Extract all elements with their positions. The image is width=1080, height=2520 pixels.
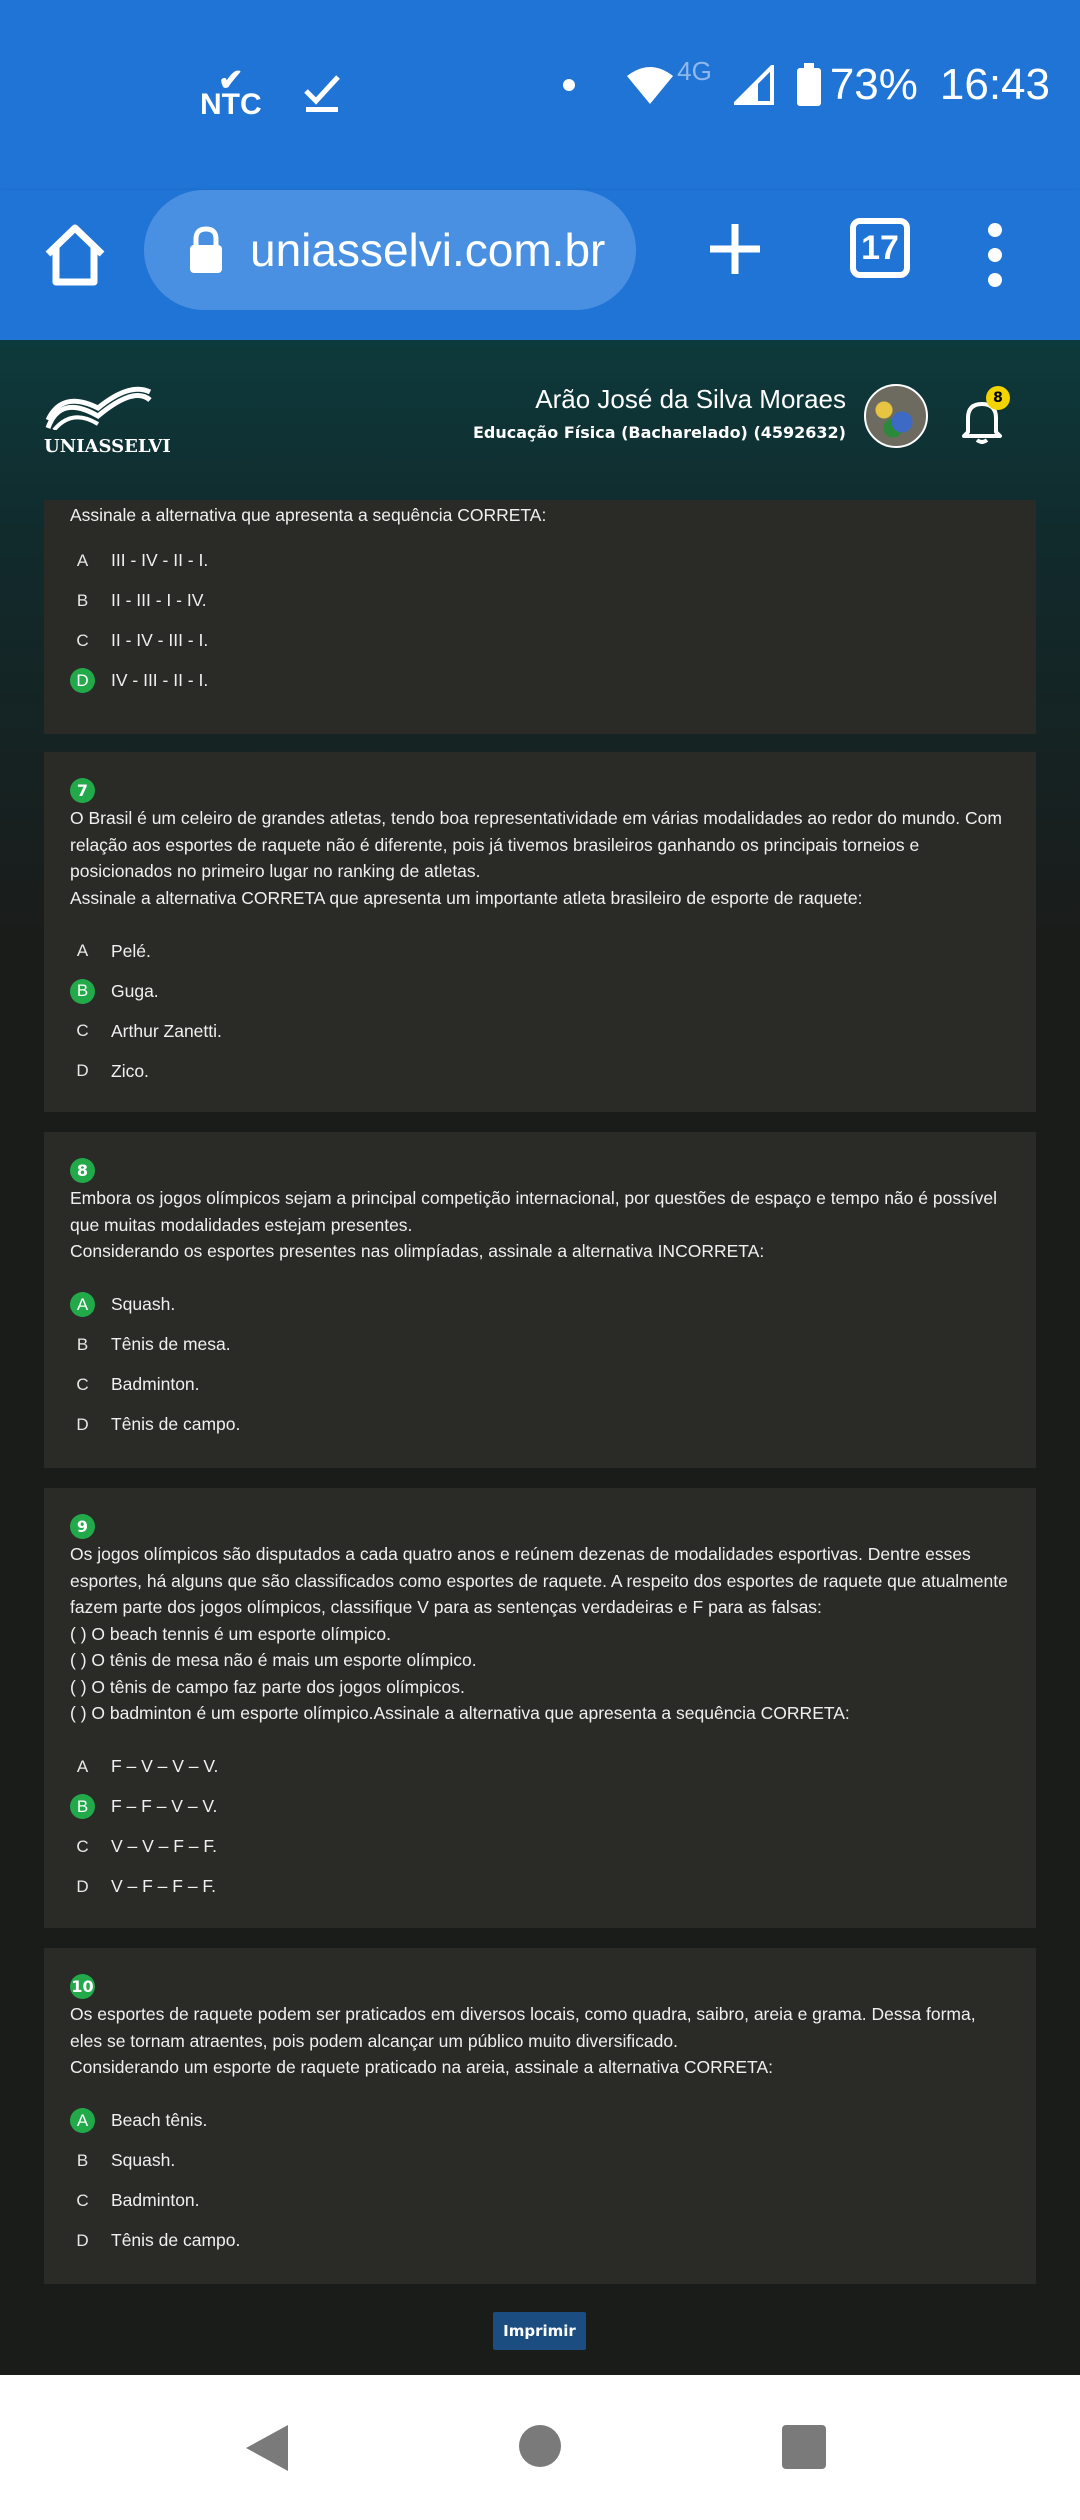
wifi-icon [627,66,673,104]
question-number: 7 [70,778,95,803]
back-icon[interactable] [244,2423,290,2473]
user-info [473,384,846,442]
alternative-option[interactable] [70,971,1010,1011]
question-text [70,502,1010,529]
web-page [0,340,1080,2375]
uniasselvi-logo[interactable] [44,386,171,457]
alternative-option[interactable] [70,1827,1010,1867]
question-text-line: ( ) O beach tennis é um esporte olímpico. [70,1623,391,1644]
logo-wings-icon [44,386,152,430]
alternative-option[interactable] [70,1405,1010,1445]
nike-ntc-icon: ✔ NTC [200,64,262,121]
question-number: 8 [70,1158,95,1183]
question-text-line: Os jogos olímpicos são disputados a cada quatro anos e reúnem dezenas de modalidades esportivas. Dentre esses esportes, há alguns que são classificados como esportes de raquete. A respeito dos esportes de raquete que atualmente fazem parte dos jogos olímpicos, classifique V para as sentenças verdadeiras e F para as falsas: [70,1544,1008,1617]
alternative-letter: C [76,630,89,650]
alternative-letter: B [76,2150,89,2170]
alternative-letter: A [76,941,89,960]
alternative-text: F – F – V – V. [111,1796,218,1816]
question-text-line: ( ) O tênis de mesa não é mais um esporte olímpico. [70,1650,477,1670]
alternative-option[interactable] [70,1867,1010,1907]
lock-icon [186,225,226,275]
question-text-line: ( ) O tênis de campo faz parte dos jogos olímpicos. [70,1676,465,1697]
carrier-label: NTC [200,88,262,121]
alternative-option[interactable] [70,1285,1010,1325]
url-text: uniasselvi.com.br [250,224,606,276]
question-card [44,500,1036,734]
question-number: 9 [70,1514,95,1539]
question-text-line: Embora os jogos olímpicos sejam a principal competição internacional, por questões de espaço e tempo não é possível que muitas modalidades estejam presentes. [70,1188,998,1235]
question-text [70,1185,1010,1265]
network-type: 4G [677,55,712,86]
alternative-text: Tênis de campo. [111,1414,241,1434]
alternative-text: Tênis de mesa. [111,1334,231,1354]
alternative-option[interactable] [70,931,1010,971]
logo-text: UNIASSELVI [44,436,171,457]
question-card [44,752,1036,1112]
tab-switcher-button[interactable] [850,218,910,278]
android-nav-bar [0,2375,1080,2520]
alternative-letter: B [76,1334,89,1354]
alternative-option[interactable] [70,2141,1010,2181]
question-text-line: ( ) O badminton é um esporte olímpico.Assinale a alternativa que apresenta a sequência CORRETA: [70,1703,850,1723]
question-text-line: Os esportes de raquete podem ser praticados em diversos locais, como quadra, saibro, areia e grama. Dessa forma, eles se tornam atraentes, pois podem alcançar um público muito diversificado. [70,2004,976,2051]
question-text-line: O Brasil é um celeiro de grandes atletas, tendo boa representatividade em várias modalidades ao redor do mundo. Com relação aos esportes de raquete não é diferente, pois já tivemos brasileiros ganhando os principais torneios e posicionados no primeiro lugar no ranking de atletas. [70,808,1002,881]
alternatives-list [70,1747,1010,1907]
status-bar [0,0,1080,190]
user-course: Educação Física (Bacharelado) (4592632) [472,423,846,442]
alternative-option[interactable] [70,621,1010,661]
alternative-text: V – F – F – F. [111,1876,217,1896]
browser-toolbar [0,190,1080,340]
alternative-text: Zico. [111,1060,149,1081]
question-text-line: Assinale a alternativa CORRETA que apresenta um importante atleta brasileiro de esporte de raquete: [70,887,863,908]
alternative-text: Squash. [111,2150,176,2170]
question-card [44,1488,1036,1928]
alternative-letter: C [76,1374,89,1394]
notification-dot-icon [563,79,575,91]
alternative-text: F – V – V – V. [111,1756,219,1776]
question-card [44,1948,1036,2284]
alternative-text: Badminton. [111,1374,200,1394]
alternative-letter: C [76,1836,89,1856]
tab-count: 17 [861,228,899,267]
alternative-letter: A [76,550,89,570]
address-bar[interactable] [144,190,636,310]
alternative-text: Guga. [111,980,159,1001]
alternative-letter: A [76,1756,89,1776]
alternative-text: Tênis de campo. [111,2230,241,2250]
avatar[interactable] [864,384,928,448]
user-name: Arão José da Silva Moraes [535,384,846,414]
alternative-text: Pelé. [111,940,151,961]
question-text-line: Considerando os esportes presentes nas olimpíadas, assinale a alternativa INCORRETA: [70,1241,765,1261]
alternative-option[interactable] [70,1365,1010,1405]
alternative-option[interactable] [70,581,1010,621]
alternative-option[interactable] [70,1787,1010,1827]
alternative-letter: B [76,590,89,610]
question-text-line: Assinale a alternativa que apresenta a sequência CORRETA: [70,505,547,525]
alternative-text: III - IV - II - I. [111,550,209,570]
alternative-option[interactable] [70,2101,1010,2141]
correct-answer-marker: B [70,979,95,1004]
alternative-text: Arthur Zanetti. [111,1020,222,1041]
alternatives-list [70,931,1010,1091]
correct-answer-marker: A [70,2108,95,2133]
alternative-option[interactable] [70,1051,1010,1091]
correct-answer-marker: B [70,1794,95,1819]
alternative-option[interactable] [70,1011,1010,1051]
question-card [44,1132,1036,1468]
signal-icon [734,65,774,105]
home-icon[interactable] [40,220,110,290]
alternative-option[interactable] [70,661,1010,701]
question-number: 10 [70,1974,95,1999]
question-text [70,1541,1010,1727]
alternative-text: Beach tênis. [111,2110,208,2130]
checkmark-notification-icon [302,73,342,113]
new-tab-plus-icon[interactable] [700,214,770,284]
notification-badge: 8 [986,386,1010,410]
recent-apps-icon[interactable] [782,2425,826,2469]
alternatives-list [70,2101,1010,2261]
alternative-option[interactable] [70,2181,1010,2221]
alternative-text: Badminton. [111,2190,200,2210]
alternative-option[interactable] [70,1325,1010,1365]
print-button[interactable]: Imprimir [493,2312,586,2350]
alternative-letter: D [76,1061,89,1080]
alternative-letter: D [76,1414,89,1434]
alternative-option[interactable] [70,541,1010,581]
alternatives-list [70,541,1010,701]
alternatives-list [70,1285,1010,1445]
alternative-letter: D [76,1876,89,1896]
alternative-text: V – V – F – F. [111,1836,218,1856]
alternative-letter: C [76,2190,89,2210]
alternative-text: IV - III - II - I. [111,670,209,690]
alternative-option[interactable] [70,1747,1010,1787]
more-options-icon[interactable] [985,220,1005,290]
alternative-option[interactable] [70,2221,1010,2261]
battery-level: 73% [829,60,918,109]
home-nav-icon[interactable] [519,2425,561,2467]
correct-answer-marker: A [70,1292,95,1317]
correct-answer-marker: D [70,668,95,693]
alternative-text: II - IV - III - I. [111,630,209,650]
alternative-letter: D [76,2230,89,2250]
question-text-line: Considerando um esporte de raquete praticado na areia, assinale a alternativa CORRETA: [70,2057,773,2077]
question-text [70,805,1010,911]
alternative-text: Squash. [111,1294,176,1314]
battery-icon [796,63,822,107]
clock: 16:43 [939,60,1050,109]
alternative-text: II - III - I - IV. [111,590,207,610]
question-text [70,2001,1010,2081]
alternative-letter: C [76,1021,89,1040]
